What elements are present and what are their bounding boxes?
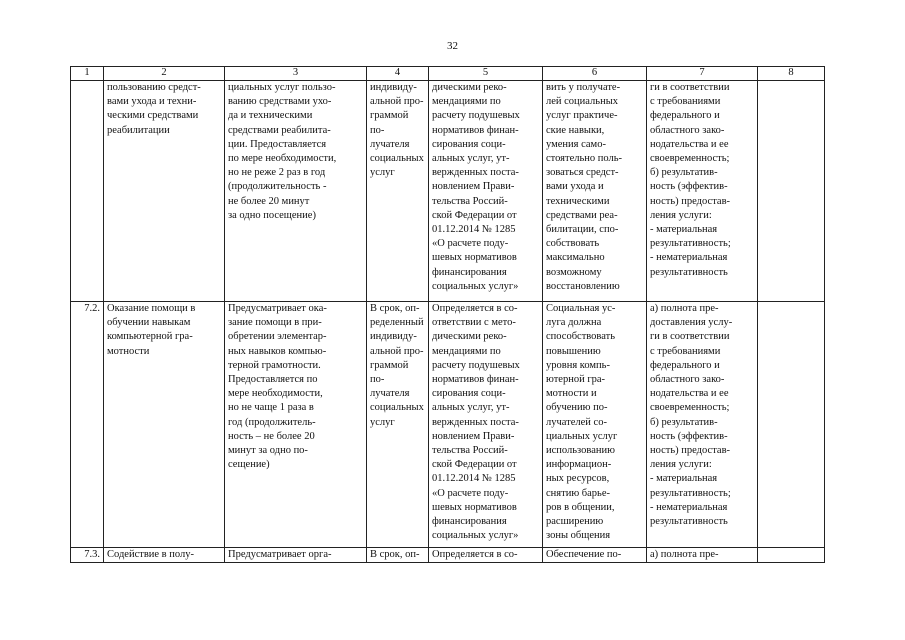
service-name-text: Оказание помощи в обучении навыкам компьютерной гра- мотности [107, 303, 196, 357]
service-indicators-text: ги в соответствии с требованиями федерального и областного зако- нодательства и ее своевременность; б) результатив- ность (эффектив- ность) предостав- ления услуги: - материальная результативность; - нематериальная результативность [650, 82, 731, 278]
service-description-text: Предусматривает орга- [228, 549, 332, 560]
service-conditions [543, 302, 647, 548]
service-indicators [647, 81, 758, 302]
service-term-text: В срок, оп- [370, 549, 420, 560]
service-cost [429, 302, 543, 548]
col-header-7: 7 [647, 67, 758, 81]
service-description-text: Предусматривает ока- зание помощи в при- обретении элементар- ных навыков компью- терной грамотности. Предоставляется по мере необходимости, но не чаще 1 раза в год (продолжитель- ность – не более 20 минут за одно по- сещение) [228, 303, 327, 471]
service-term [367, 548, 429, 563]
service-term-text: В срок, оп- ределенный индивиду- альной про- граммой по- лучателя социальных услуг [370, 303, 424, 428]
service-description [225, 548, 367, 563]
service-term-text: индивиду- альной про- граммой по- лучателя социальных услуг [370, 82, 424, 179]
service-description [225, 302, 367, 548]
col-header-8: 8 [758, 67, 825, 81]
service-name [104, 81, 225, 302]
row-number: 7.2. [71, 302, 104, 548]
row-number [71, 81, 104, 302]
service-indicators [647, 548, 758, 563]
service-indicators [647, 302, 758, 548]
col-header-3: 3 [225, 67, 367, 81]
col-header-6: 6 [543, 67, 647, 81]
table-row [71, 548, 825, 563]
service-description [225, 81, 367, 302]
table-row [71, 81, 825, 302]
service-name-text: Содействие в полу- [107, 549, 194, 560]
service-term [367, 302, 429, 548]
service-description-text: циальных услуг пользо- ванию средствами ухо- да и техническими средствами реабилита- ции. Предоставляется по мере необходимости, но не реже 2 раз в год (продолжительность - не более 20 минут за одно посещение) [228, 82, 337, 221]
col-header-4: 4 [367, 67, 429, 81]
table-row [71, 302, 825, 548]
col-header-5: 5 [429, 67, 543, 81]
service-name [104, 302, 225, 548]
service-cost-text: Определяется в со- [432, 549, 518, 560]
service-cost-text: Определяется в со- ответствии с мето- дическими реко- мендациями по расчету подушевых нормативов финан- сирования соци- альных услуг, ут- вержденных поста- новлением Прави- тельства Россий- ской Федерации от 01.12.2014 № 1285 «О расчете поду- шевых нормативов финансирования социальных услуг» [432, 303, 520, 542]
row-number: 7.3. [71, 548, 104, 563]
service-term [367, 81, 429, 302]
service-cost-text: дическими реко- мендациями по расчету подушевых нормативов финан- сирования соци- альных услуг, ут- вержденных поста- новлением Прави- тельства Россий- ской Федерации от 01.12.2014 № 1285 «О расчете поду- шевых нормативов финансирования социальных услуг» [432, 82, 520, 292]
service-indicators-text: а) полнота пре- [650, 549, 719, 560]
service-cost [429, 548, 543, 563]
service-extra [758, 302, 825, 548]
service-extra [758, 81, 825, 302]
service-conditions-text: Обеспечение по- [546, 549, 622, 560]
service-conditions-text: Социальная ус- луга должна способствовать повышению уровня компь- ютерной гра- мотности и обучению по- лучателей со- циальных услуг использованию информацион- ных ресурсов, снятию барье- ров в общении, расширению зоны общения [546, 303, 618, 542]
service-indicators-text: а) полнота пре- доставления услу- ги в соответствии с требованиями федерального и областного зако- нодательства и ее своевременность; б) результатив- ность (эффектив- ность) предостав- ления услуги: - материальная результативность; - нематериальная результативность [650, 303, 733, 528]
services-table [70, 66, 825, 563]
col-header-2: 2 [104, 67, 225, 81]
service-conditions-text: вить у получате- лей социальных услуг практиче- ские навыки, умения само- стоятельно поль- зоваться средст- вами ухода и техническими средствами реа- билитации, спо- собствовать максимально возможному восстановлению [546, 82, 623, 292]
service-cost [429, 81, 543, 302]
service-conditions [543, 548, 647, 563]
header-row [71, 67, 825, 81]
service-extra [758, 548, 825, 563]
service-name-text: пользованию средст- вами ухода и техни- ческими средствами реабилитации [107, 82, 201, 136]
page-number: 32 [447, 40, 458, 52]
col-header-1: 1 [71, 67, 104, 81]
service-name [104, 548, 225, 563]
service-conditions [543, 81, 647, 302]
